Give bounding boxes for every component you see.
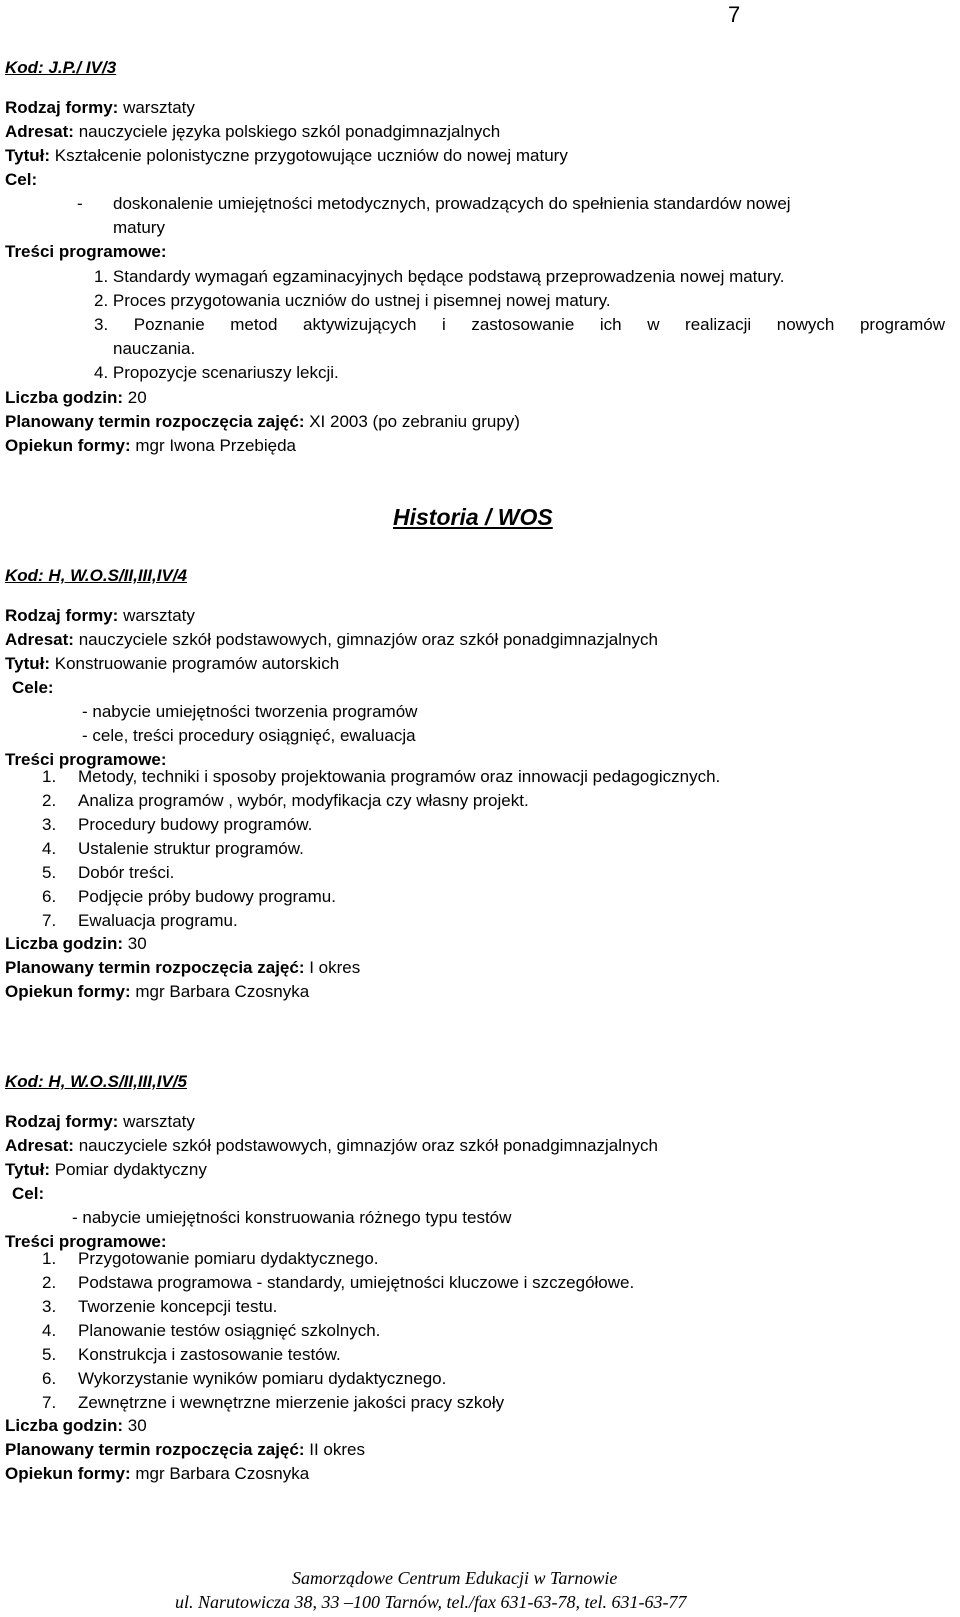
content-label: Treści programowe: bbox=[5, 750, 167, 769]
title-label: Tytuł: bbox=[5, 654, 51, 673]
content-item-text: Wykorzystanie wyników pomiaru dydaktycznego. bbox=[78, 1369, 447, 1388]
content-item-continuation: nauczania. bbox=[113, 339, 196, 358]
content-item-number: 2. bbox=[42, 791, 57, 810]
supervisor-row bbox=[5, 435, 296, 457]
hours-row bbox=[5, 1415, 147, 1437]
supervisor-label: Opiekun formy: bbox=[5, 436, 131, 455]
supervisor-label: Opiekun formy: bbox=[5, 982, 131, 1001]
content-item-text: Ewaluacja programu. bbox=[78, 911, 238, 930]
content-item-text: Metody, techniki i sposoby projektowania programów oraz innowacji pedagogicznych. bbox=[78, 767, 721, 786]
hours-value: 20 bbox=[127, 388, 147, 407]
hours-value: 30 bbox=[127, 934, 147, 953]
content-item-text: Tworzenie koncepcji testu. bbox=[78, 1297, 278, 1316]
course-code: Kod: H, W.O.S/II,III,IV/4 bbox=[5, 566, 187, 585]
content-item-number: 7. bbox=[42, 911, 57, 930]
course-code: Kod: H, W.O.S/II,III,IV/5 bbox=[5, 1072, 187, 1091]
supervisor-value: mgr Barbara Czosnyka bbox=[135, 1464, 310, 1483]
content-item-number: 6. bbox=[42, 887, 57, 906]
content-item-number: 1. bbox=[42, 767, 57, 786]
title-row bbox=[5, 1159, 207, 1181]
start-date-label: Planowany termin rozpoczęcia zajęć: bbox=[5, 412, 305, 431]
goal-line: matury bbox=[113, 218, 165, 237]
start-date-label: Planowany termin rozpoczęcia zajęć: bbox=[5, 958, 305, 977]
supervisor-label: Opiekun formy: bbox=[5, 1464, 131, 1483]
content-item-text: Analiza programów , wybór, modyfikacja czy własny projekt. bbox=[78, 791, 529, 810]
supervisor-row bbox=[5, 981, 309, 1003]
goal-line: - cele, treści procedury osiągnięć, ewaluacja bbox=[82, 726, 416, 745]
content-item-number: 4. bbox=[42, 839, 57, 858]
title-label: Tytuł: bbox=[5, 1160, 51, 1179]
start-date-label: Planowany termin rozpoczęcia zajęć: bbox=[5, 1440, 305, 1459]
addressee-label: Adresat: bbox=[5, 122, 74, 141]
content-item-number: 4. bbox=[42, 1321, 57, 1340]
content-item-text: Podjęcie próby budowy programu. bbox=[78, 887, 336, 906]
hours-value: 30 bbox=[127, 1416, 147, 1435]
form-type-label: Rodzaj formy: bbox=[5, 606, 119, 625]
content-item-text: Ustalenie struktur programów. bbox=[78, 839, 304, 858]
addressee-label: Adresat: bbox=[5, 630, 74, 649]
title-value: Kształcenie polonistyczne przygotowujące uczniów do nowej matury bbox=[54, 146, 568, 165]
content-item: 3. Poznanie metod aktywizujących i zastosowanie ich w realizacji nowych programów bbox=[94, 315, 945, 334]
form-type-value: warsztaty bbox=[123, 98, 195, 117]
start-date-row bbox=[5, 411, 520, 433]
form-type-row bbox=[5, 605, 195, 627]
addressee-row bbox=[5, 121, 500, 143]
addressee-value: nauczyciele języka polskiego szkól ponadgimnazjalnych bbox=[78, 122, 501, 141]
content-item-text: Planowanie testów osiągnięć szkolnych. bbox=[78, 1321, 381, 1340]
form-type-value: warsztaty bbox=[123, 606, 195, 625]
footer-address: ul. Narutowicza 38, 33 –100 Tarnów, tel./fax 631-63-78, tel. 631-63-77 bbox=[175, 1592, 687, 1612]
content-item-number: 5. bbox=[42, 1345, 57, 1364]
addressee-value: nauczyciele szkół podstawowych, gimnazjów oraz szkół ponadgimnazjalnych bbox=[78, 1136, 658, 1155]
form-type-row bbox=[5, 97, 195, 119]
content-item-number: 3. bbox=[42, 815, 57, 834]
goal-line: doskonalenie umiejętności metodycznych, prowadzących do spełnienia standardów nowej bbox=[113, 194, 791, 213]
form-type-value: warsztaty bbox=[123, 1112, 195, 1131]
hours-label: Liczba godzin: bbox=[5, 934, 124, 953]
content-item-number: 1. bbox=[42, 1249, 57, 1268]
addressee-row bbox=[5, 1135, 658, 1157]
content-item-text: Podstawa programowa - standardy, umiejętności kluczowe i szczegółowe. bbox=[78, 1273, 635, 1292]
content-item: 1. Standardy wymagań egzaminacyjnych będące podstawą przeprowadzenia nowej matury. bbox=[94, 267, 785, 286]
start-date-row bbox=[5, 957, 360, 979]
addressee-value: nauczyciele szkół podstawowych, gimnazjów oraz szkół ponadgimnazjalnych bbox=[78, 630, 658, 649]
page-number: 7 bbox=[728, 2, 741, 27]
content-item-text: Zewnętrzne i wewnętrzne mierzenie jakości pracy szkoły bbox=[78, 1393, 505, 1412]
title-label: Tytuł: bbox=[5, 146, 51, 165]
content-item-text: Przygotowanie pomiaru dydaktycznego. bbox=[78, 1249, 379, 1268]
content-item-number: 5. bbox=[42, 863, 57, 882]
section-title: Historia / WOS bbox=[393, 504, 553, 530]
goal-label: Cel: bbox=[5, 170, 38, 189]
goal-line: - nabycie umiejętności tworzenia programów bbox=[82, 702, 418, 721]
footer-institution: Samorządowe Centrum Edukacji w Tarnowie bbox=[292, 1568, 618, 1588]
start-date-value: I okres bbox=[309, 958, 361, 977]
content-item-number: 3. bbox=[42, 1297, 57, 1316]
title-row bbox=[5, 653, 339, 675]
content-item-number: 2. bbox=[42, 1273, 57, 1292]
content-item-number: 6. bbox=[42, 1369, 57, 1388]
title-value: Pomiar dydaktyczny bbox=[54, 1160, 207, 1179]
hours-row bbox=[5, 387, 147, 409]
content-item-text: Dobór treści. bbox=[78, 863, 175, 882]
goal-line: - nabycie umiejętności konstruowania różnego typu testów bbox=[72, 1208, 512, 1227]
content-label: Treści programowe: bbox=[5, 1232, 167, 1251]
form-type-label: Rodzaj formy: bbox=[5, 98, 119, 117]
title-value: Konstruowanie programów autorskich bbox=[54, 654, 340, 673]
form-type-label: Rodzaj formy: bbox=[5, 1112, 119, 1131]
supervisor-value: mgr Iwona Przebięda bbox=[135, 436, 296, 455]
goal-label: Cele: bbox=[12, 678, 54, 697]
hours-row bbox=[5, 933, 147, 955]
title-row bbox=[5, 145, 568, 167]
start-date-value: XI 2003 (po zebraniu grupy) bbox=[309, 412, 520, 431]
supervisor-value: mgr Barbara Czosnyka bbox=[135, 982, 310, 1001]
addressee-row bbox=[5, 629, 658, 651]
content-label: Treści programowe: bbox=[5, 242, 167, 261]
supervisor-row bbox=[5, 1463, 309, 1485]
course-code: Kod: J.P./ IV/3 bbox=[5, 58, 117, 77]
start-date-value: II okres bbox=[309, 1440, 365, 1459]
content-item: 2. Proces przygotowania uczniów do ustnej i pisemnej nowej matury. bbox=[94, 291, 611, 310]
content-item-text: Konstrukcja i zastosowanie testów. bbox=[78, 1345, 341, 1364]
start-date-row bbox=[5, 1439, 365, 1461]
form-type-row bbox=[5, 1111, 195, 1133]
content-item-text: Procedury budowy programów. bbox=[78, 815, 313, 834]
content-item-number: 7. bbox=[42, 1393, 57, 1412]
goal-dash: - bbox=[77, 194, 83, 213]
hours-label: Liczba godzin: bbox=[5, 1416, 124, 1435]
goal-label: Cel: bbox=[12, 1184, 45, 1203]
addressee-label: Adresat: bbox=[5, 1136, 74, 1155]
hours-label: Liczba godzin: bbox=[5, 388, 124, 407]
content-item: 4. Propozycje scenariuszy lekcji. bbox=[94, 363, 339, 382]
